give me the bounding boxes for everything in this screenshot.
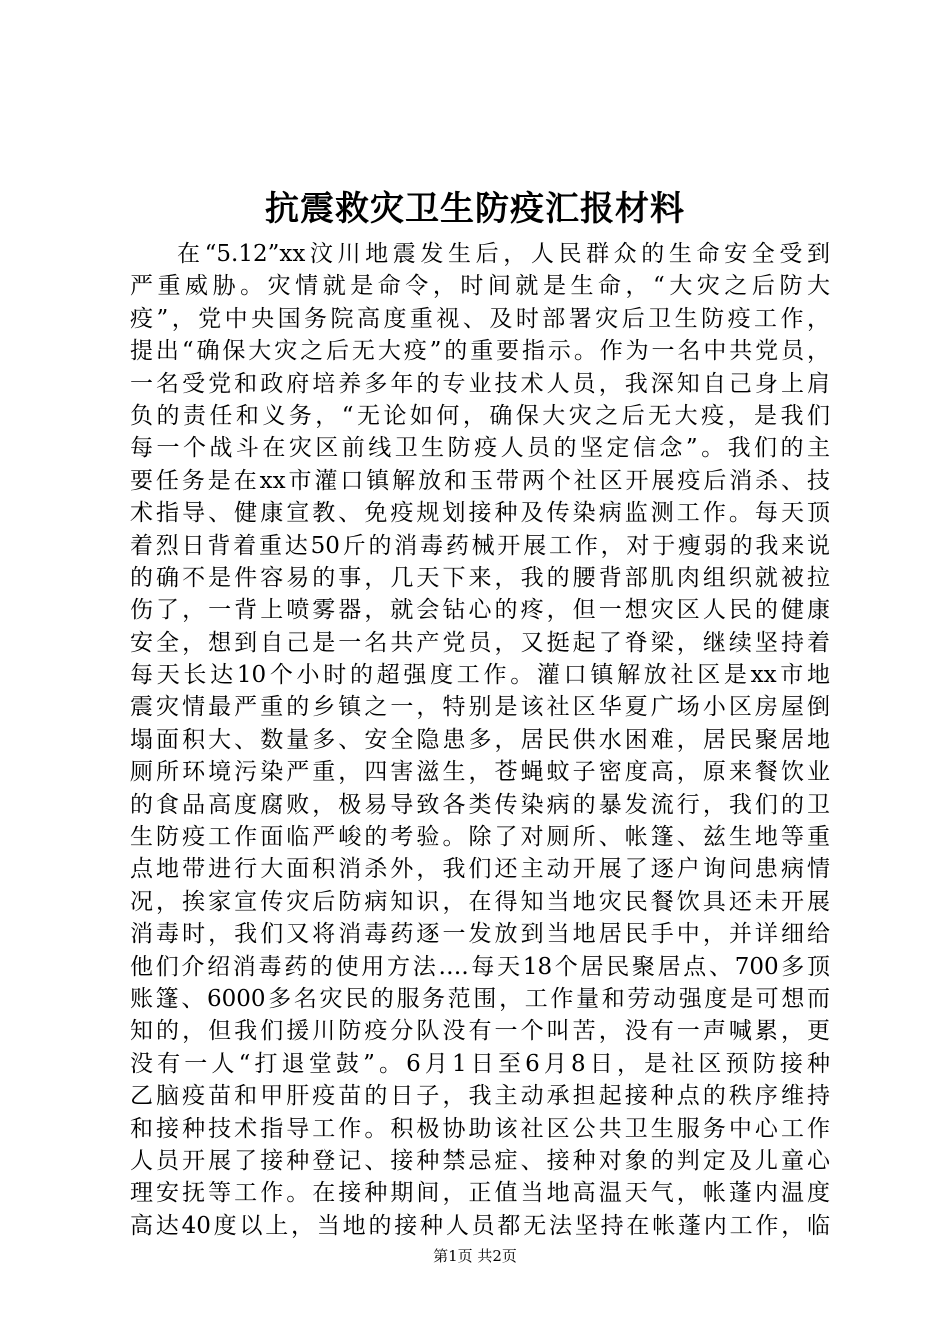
text-line: 伤了，一背上喷雾器，就会钻心的疼，但一想灾区人民的健康	[130, 597, 830, 624]
body-paragraph	[130, 238, 830, 1242]
text-line: 负的责任和义务，“无论如何，确保大灾之后无大疫，是我们	[130, 402, 830, 429]
text-line: 每天长达10个小时的超强度工作。灌口镇解放社区是xx市地	[130, 662, 830, 689]
text-line: 安全，想到自己是一名共产党员，又挺起了脊梁，继续坚持着	[130, 629, 830, 656]
text-line: 严重威胁。灾情就是命令，时间就是生命，“大灾之后防大	[130, 273, 830, 300]
text-line: 要任务是在xx市灌口镇解放和玉带两个社区开展疫后消杀、技	[130, 467, 830, 494]
page-number-footer: 第1页 共2页	[433, 1247, 517, 1265]
text-line: 知的，但我们援川防疫分队没有一个叫苦，没有一声喊累，更	[130, 1018, 830, 1045]
text-line: 账篷、6000多名灾民的服务范围，工作量和劳动强度是可想而	[130, 985, 830, 1012]
text-line: 每一个战斗在灾区前线卫生防疫人员的坚定信念”。我们的主	[130, 435, 830, 462]
text-line: 高达40度以上，当地的接种人员都无法坚持在帐蓬内工作，临	[130, 1212, 830, 1239]
text-line: 术指导、健康宣教、免疫规划接种及传染病监测工作。每天顶	[130, 500, 830, 527]
text-line: 震灾情最严重的乡镇之一，特别是该社区华夏广场小区房屋倒	[130, 694, 830, 721]
text-line: 点地带进行大面积消杀外，我们还主动开展了逐户询问患病情	[130, 856, 830, 883]
text-line: 一名受党和政府培养多年的专业技术人员，我深知自己身上肩	[130, 370, 830, 397]
text-line: 在“5.12”xx汶川地震发生后，人民群众的生命安全受到	[177, 241, 830, 267]
text-line: 厕所环境污染严重，四害滋生，苍蝇蚊子密度高，原来餐饮业	[130, 759, 830, 786]
text-line: 着烈日背着重达50斤的消毒药械开展工作，对于瘦弱的我来说	[130, 532, 830, 559]
text-line: 乙脑疫苗和甲肝疫苗的日子，我主动承担起接种点的秩序维持	[130, 1083, 830, 1110]
text-line: 的食品高度腐败，极易导致各类传染病的暴发流行，我们的卫	[130, 791, 830, 818]
text-line: 和接种技术指导工作。积极协助该社区公共卫生服务中心工作	[130, 1115, 830, 1142]
text-line: 消毒时，我们又将消毒药逐一发放到当地居民手中，并详细给	[130, 921, 830, 948]
text-line: 的确不是件容易的事，几天下来，我的腰背部肌肉组织就被拉	[130, 564, 830, 591]
text-line: 生防疫工作面临严峻的考验。除了对厕所、帐篷、兹生地等重	[130, 824, 830, 851]
text-line: 疫”，党中央国务院高度重视、及时部署灾后卫生防疫工作，	[130, 305, 830, 332]
text-line: 理安抚等工作。在接种期间，正值当地高温天气，帐蓬内温度	[130, 1180, 830, 1207]
document-title: 抗震救灾卫生防疫汇报材料	[265, 189, 685, 229]
text-line: 塌面积大、数量多、安全隐患多，居民供水困难，居民聚居地	[130, 726, 830, 753]
text-line: 没有一人“打退堂鼓”。6月1日至6月8日，是社区预防接种	[130, 1050, 830, 1077]
text-line: 况，挨家宣传灾后防病知识，在得知当地灾民餐饮具还未开展	[130, 888, 830, 915]
text-line: 人员开展了接种登记、接种禁忌症、接种对象的判定及儿童心	[130, 1147, 830, 1174]
text-line: 提出“确保大灾之后无大疫”的重要指示。作为一名中共党员，	[130, 338, 830, 365]
text-line: 他们介绍消毒药的使用方法….每天18个居民聚居点、700多顶	[130, 953, 830, 980]
